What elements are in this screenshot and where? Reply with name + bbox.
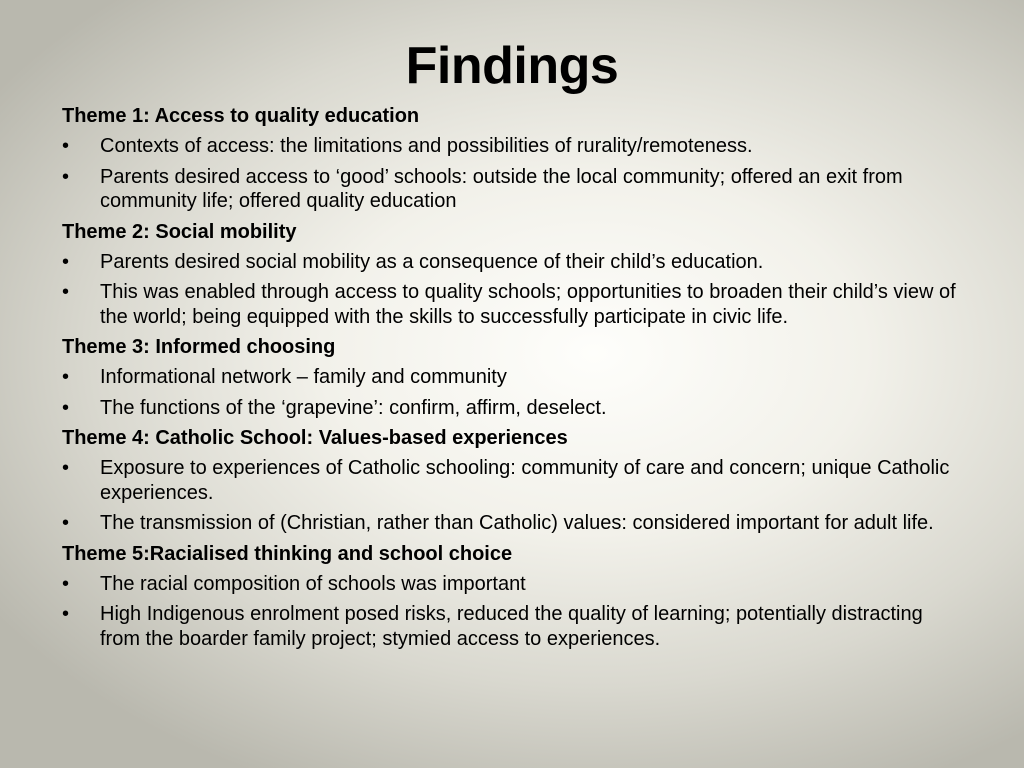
bullet-item <box>62 280 967 329</box>
theme-3-heading: Theme 3: Informed choosing <box>62 336 336 358</box>
bullet-text: The transmission of (Christian, rather than Catholic) values: considered important for adult life. <box>100 512 934 534</box>
bullet-icon: • <box>62 250 70 273</box>
bullet-item <box>62 365 967 390</box>
bullet-item <box>62 602 967 651</box>
bullet-item <box>62 250 967 275</box>
bullet-icon: • <box>62 572 70 595</box>
bullet-text: The racial composition of schools was important <box>100 572 526 595</box>
bullet-text: Parents desired social mobility as a consequence of their child’s education. <box>100 250 764 273</box>
bullet-text: Parents desired access to ‘good’ schools: outside the local community; offered an exit from community life; offered quality education <box>100 165 903 212</box>
bullet-text: Exposure to experiences of Catholic schooling: community of care and concern; unique Catholic experiences. <box>100 457 950 504</box>
bullet-icon: • <box>62 281 70 303</box>
bullet-item <box>62 511 967 536</box>
theme-2-heading: Theme 2: Social mobility <box>62 220 297 243</box>
bullet-text: The functions of the ‘grapevine’: confirm, affirm, deselect. <box>100 396 607 419</box>
findings-content <box>62 104 967 657</box>
theme-1-bullets <box>62 134 967 214</box>
theme-5-bullets <box>62 572 967 652</box>
bullet-icon: • <box>62 512 70 534</box>
theme-4-heading: Theme 4: Catholic School: Values-based experiences <box>62 427 568 449</box>
bullet-icon: • <box>62 603 70 625</box>
bullet-text: Contexts of access: the limitations and possibilities of rurality/remoteness. <box>100 135 753 157</box>
theme-4-bullets <box>62 456 967 536</box>
slide-title: Findings <box>405 37 619 95</box>
theme-3-bullets <box>62 365 967 420</box>
bullet-icon: • <box>62 366 70 388</box>
bullet-item <box>62 396 967 421</box>
bullet-text: This was enabled through access to quality schools; opportunities to broaden their child’s view of the world; being equipped with the skills to successfully participate in civic life. <box>100 281 956 328</box>
theme-2-bullets <box>62 250 967 330</box>
bullet-icon: • <box>62 457 70 479</box>
bullet-icon: • <box>62 165 70 188</box>
theme-5-heading: Theme 5:Racialised thinking and school choice <box>62 542 513 565</box>
bullet-item <box>62 165 967 214</box>
bullet-icon: • <box>62 135 70 157</box>
bullet-text: Informational network – family and community <box>100 366 507 388</box>
theme-1-heading: Theme 1: Access to quality education <box>62 105 420 127</box>
bullet-item <box>62 572 967 597</box>
bullet-icon: • <box>62 396 70 419</box>
bullet-item <box>62 456 967 505</box>
bullet-text: High Indigenous enrolment posed risks, reduced the quality of learning; potentially distracting from the boarder family project; stymied access to experiences. <box>100 603 923 650</box>
bullet-item <box>62 134 967 159</box>
